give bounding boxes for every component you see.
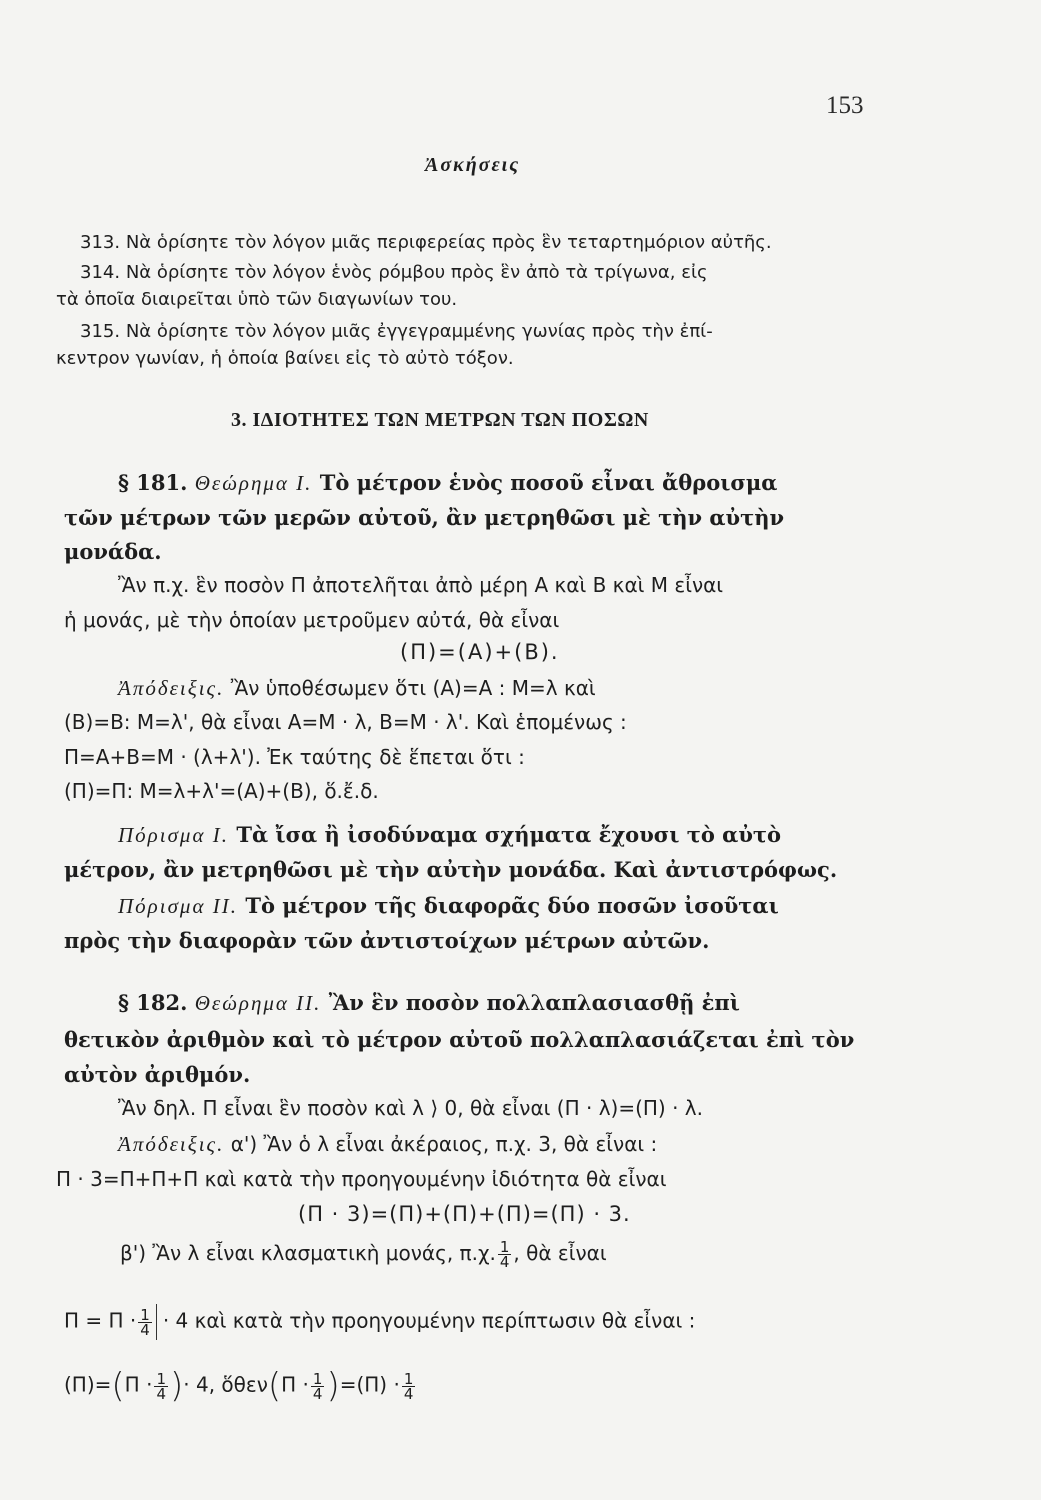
left-paren: (	[111, 1366, 125, 1406]
right-paren: )	[326, 1366, 340, 1406]
proof-label: Ἀπόδειξις.	[118, 676, 225, 700]
fraction-denominator: 4	[140, 1320, 150, 1339]
section-heading: 3. ΙΔΙΟΤΗΤΕΣ ΤΩΝ ΜΕΤΡΩΝ ΤΩΝ ΠΟΣΩΝ	[231, 409, 649, 431]
theorem-181-line1	[118, 470, 777, 496]
corollary-2-line1	[118, 893, 779, 919]
fraction-denominator: 4	[499, 1253, 510, 1271]
paragraph-ref: § 182.	[118, 990, 188, 1015]
equation-182-a: (Π · 3)=(Π)+(Π)+(Π)=(Π) · 3.	[298, 1202, 631, 1226]
corollary-1-line2: μέτρον, ἂν μετρηθῶσι μὲ τὴν αὐτὴν μονάδα. Καὶ ἀντιστρόφως.	[64, 857, 838, 882]
exercise-number: 313.	[80, 232, 121, 253]
theorem-181-line3: μονάδα.	[64, 539, 162, 564]
theorem-text: Ἂν ἓν ποσὸν πολλαπλασιασθῇ ἐπὶ	[328, 990, 740, 1015]
divider-bar	[156, 1304, 157, 1340]
exercise-number: 315.	[80, 321, 121, 342]
equation-181: (Π)=(Α)+(Β).	[400, 640, 560, 664]
eq-part: =(Π) ·	[339, 1372, 400, 1397]
corollary-label: Πόρισμα ΙΙ.	[118, 894, 238, 918]
fraction-denominator: 4	[403, 1384, 414, 1403]
equation-182-b	[64, 1366, 417, 1406]
paragraph-ref: § 181.	[118, 470, 188, 495]
exercise-313	[80, 232, 772, 253]
fraction-numerator: 1	[140, 1305, 150, 1324]
corollary-2-line2: πρὸς τὴν διαφορὰν τῶν ἀντιστοίχων μέτρων αὐτῶν.	[64, 928, 710, 953]
exercise-text: Νὰ ὁρίσητε τὸν λόγον μιᾶς ἐγγεγραμμένης γωνίας πρὸς τὴν ἐπί-	[125, 321, 713, 342]
corollary-text: Τὰ ἴσα ἢ ἰσοδύναμα σχήματα ἔχουσι τὸ αὐτὸ	[236, 822, 782, 847]
corollary-label: Πόρισμα Ι.	[118, 823, 229, 847]
fraction-one-quarter	[154, 1369, 168, 1403]
page-number: 153	[826, 92, 864, 119]
eq-part: · 4, ὅθεν	[183, 1372, 268, 1397]
fraction-one-quarter	[311, 1369, 325, 1403]
fraction-denominator: 4	[312, 1384, 323, 1403]
proof-181-line3: Π=Α+Β=Μ · (λ+λ'). Ἐκ ταύτης δὲ ἕπεται ὅτι :	[64, 745, 525, 769]
theorem-label: Θεώρημα ΙΙ.	[194, 991, 322, 1015]
fraction-numerator: 1	[156, 1369, 166, 1388]
corollary-1-line1	[118, 822, 781, 848]
proof-181-line2: (Β)=Β: Μ=λ', θὰ εἶναι Α=Μ · λ, Β=Μ · λ'. Καὶ ἑπομένως :	[64, 710, 627, 734]
fraction-denominator: 4	[156, 1384, 166, 1403]
left-paren: (	[267, 1366, 282, 1406]
proof-text: · 4 καὶ κατὰ τὴν προηγουμένην περίπτωσιν θὰ εἶναι :	[162, 1308, 696, 1333]
proof-182-a-line1	[118, 1132, 657, 1157]
theorem-182-line3: αὐτὸν ἀριθμόν.	[64, 1062, 251, 1087]
proof-text: α') Ἂν ὁ λ εἶναι ἀκέραιος, π.χ. 3, θὰ εἶναι :	[230, 1132, 658, 1156]
theorem-text: Τὸ μέτρον ἑνὸς ποσοῦ εἶναι ἄθροισμα	[319, 470, 778, 495]
proof-text: Ἂν ὑποθέσωμεν ὅτι (Α)=Α : Μ=λ καὶ	[230, 676, 596, 700]
theorem-label: Θεώρημα Ι.	[194, 471, 313, 495]
theorem-181-line2: τῶν μέτρων τῶν μερῶν αὐτοῦ, ἂν μετρηθῶσι μὲ τὴν αὐτὴν	[64, 505, 785, 530]
exercise-315	[80, 321, 713, 342]
fraction-numerator: 1	[499, 1238, 510, 1256]
eq-part: (Π)=	[64, 1372, 112, 1397]
example-181-line1: Ἂν π.χ. ἓν ποσὸν Π ἀποτελῆται ἀπὸ μέρη Α καὶ Β καὶ Μ εἶναι	[118, 573, 724, 597]
theorem-182-line1	[118, 990, 740, 1016]
proof-181-line1	[118, 676, 596, 701]
proof-181-line4: (Π)=Π: Μ=λ+λ'=(Α)+(Β), ὅ.ἔ.δ.	[64, 779, 379, 803]
proof-text: , θὰ εἶναι	[513, 1241, 607, 1265]
corollary-text: Τὸ μέτρον τῆς διαφορᾶς δύο ποσῶν ἰσοῦται	[245, 893, 779, 918]
exercises-title: Ἀσκήσεις	[425, 154, 521, 176]
right-paren: )	[169, 1366, 184, 1406]
theorem-182-line2: θετικὸν ἀριθμὸν καὶ τὸ μέτρον αὐτοῦ πολλαπλασιάζεται ἐπὶ τὸν	[64, 1027, 855, 1052]
fraction-one-quarter	[138, 1305, 152, 1339]
fraction-numerator: 1	[403, 1369, 414, 1388]
proof-182-a-line2: Π · 3=Π+Π+Π καὶ κατὰ τὴν προηγουμένην ἰδιότητα θὰ εἶναι	[56, 1167, 667, 1191]
example-181-line2: ἡ μονάς, μὲ τὴν ὁποίαν μετροῦμεν αὐτά, θὰ εἶναι	[64, 608, 560, 632]
eq-part: Π ·	[124, 1372, 153, 1397]
proof-label: Ἀπόδειξις.	[118, 1132, 225, 1156]
exercise-315-cont: κεντρον γωνίαν, ἡ ὁποία βαίνει εἰς τὸ αὐτὸ τόξον.	[56, 348, 514, 369]
exercise-number: 314.	[80, 262, 121, 283]
proof-text: β') Ἂν λ εἶναι κλασματικὴ μονάς, π.χ.	[120, 1241, 496, 1265]
exercise-text: Νὰ ὁρίσητε τὸν λόγον μιᾶς περιφερείας πρὸς ἓν τεταρτημόριον αὐτῆς.	[125, 232, 772, 253]
fraction-one-quarter	[402, 1369, 416, 1403]
proof-182-b-line2	[64, 1304, 695, 1340]
exercise-text: Νὰ ὁρίσητε τὸν λόγον ἑνὸς ρόμβου πρὸς ἓν ἀπὸ τὰ τρίγωνα, εἰς	[125, 262, 708, 283]
eq-part: Π ·	[281, 1372, 309, 1397]
proof-text: Π = Π ·	[64, 1308, 137, 1333]
fraction-one-quarter	[498, 1240, 512, 1269]
proof-182-b-line1	[120, 1240, 607, 1269]
exercise-314	[80, 262, 708, 283]
exercise-314-cont: τὰ ὁποῖα διαιρεῖται ὑπὸ τῶν διαγωνίων του.	[56, 289, 458, 310]
example-182: Ἂν δηλ. Π εἶναι ἓν ποσὸν καὶ λ ⟩ 0, θὰ εἶναι (Π · λ)=(Π) · λ.	[118, 1096, 703, 1120]
fraction-numerator: 1	[312, 1369, 323, 1388]
